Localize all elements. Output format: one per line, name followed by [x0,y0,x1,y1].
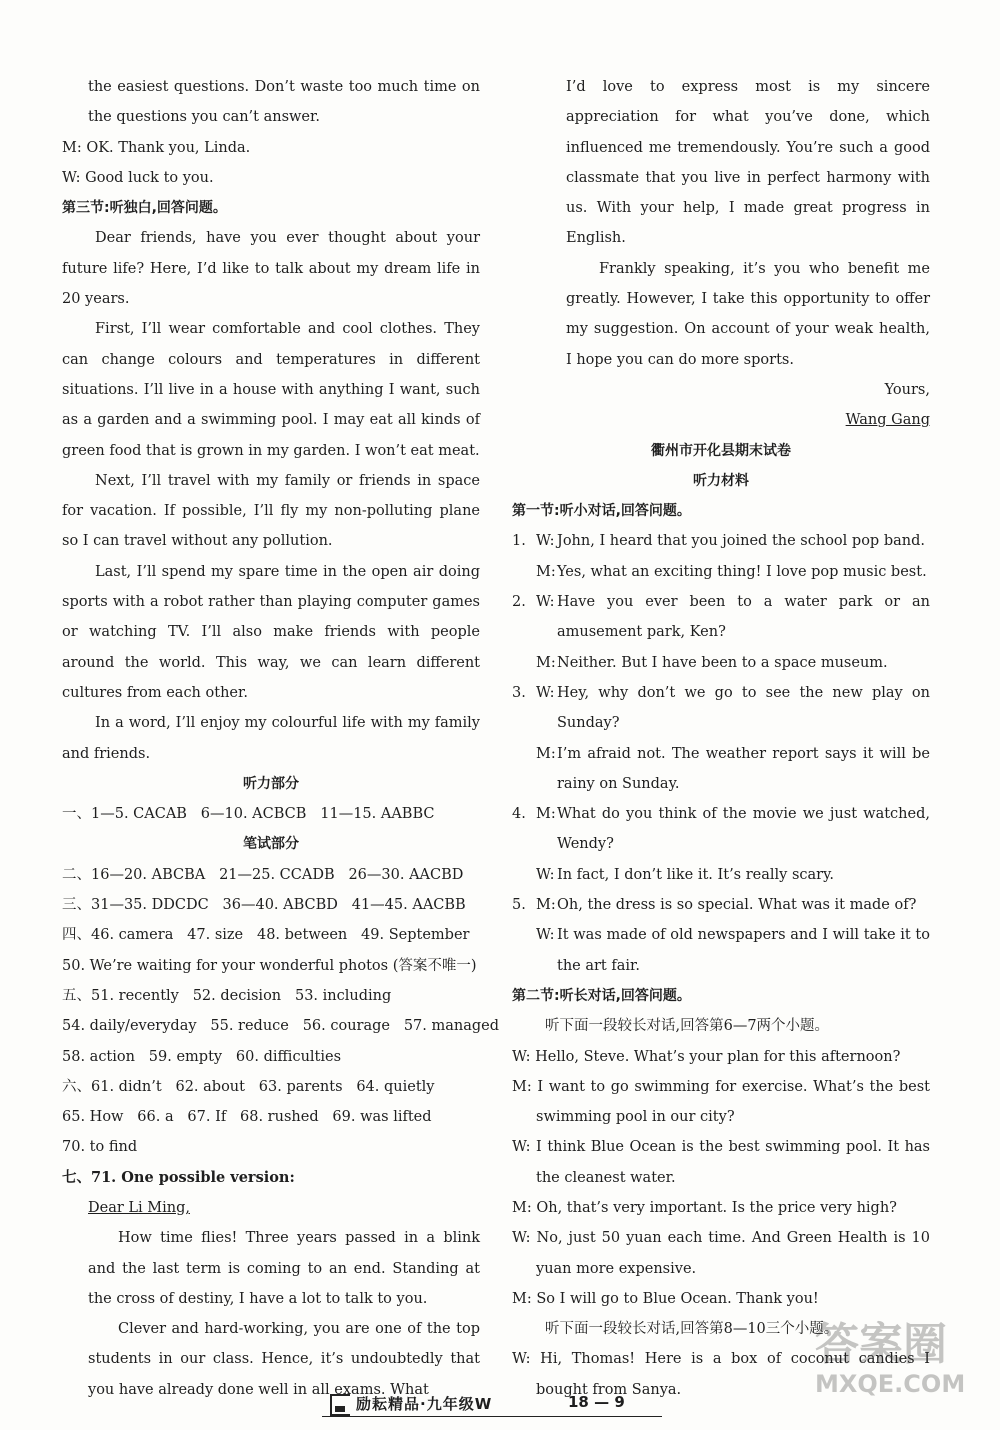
page-footer [322,1392,662,1417]
page-code: 18 — 9 [568,1393,625,1411]
listening-heading: 听力部分 [243,775,299,792]
answer-line: 70. to find [62,1139,138,1156]
answer-line: 三、31—35. DDCDC 36—40. ABCBD 41—45. AACBB [62,897,466,914]
answer-line: 四、46. camera 47. size 48. between 49. September [62,927,470,944]
answer-line: 50. We’re waiting for your wonderful photos (答案不唯一) [62,957,477,974]
intro-text: the easiest questions. Don’t waste too much time on the questions you can’t answer. [88,79,480,126]
exam-title: 衢州市开化县期末试卷 [651,442,791,459]
written-heading: 笔试部分 [243,836,299,853]
dialog-line: W: Hello, Steve. What’s your plan for this afternoon? [512,1048,901,1065]
listening-answers: 一、1—5. CACAB 6—10. ACBCB 11—15. AABBC [62,806,435,823]
answer-line: 六、61. didn’t 62. about 63. parents 64. quietly [62,1078,435,1095]
dialog-line: 2. W: Have you ever been to a water park or an amusement park, Ken? [512,594,930,641]
letter-cont: I’d love to express most is my sincere appreciation for what you’ve done, which influenced me tremendously. You’re such a good classmate that you live in perfect harmony with us. With your help, I made great progress in English. [566,79,930,247]
dialog-line: 5. M: Oh, the dress is so special. What was it made of? [512,897,917,914]
answer-line: 65. How 66. a 67. If 68. rushed 69. was lifted [62,1109,432,1126]
section2-title: 第二节:听长对话,回答问题。 [512,987,691,1004]
dialog-line: M: Yes, what an exciting thing! I love pop music best. [536,563,927,580]
monologue-para: In a word, I’ll enjoy my colourful life with my family and friends. [62,715,480,762]
letter-cont: Frankly speaking, it’s you who benefit me greatly. However, I take this opportunity to offer my suggestion. On account of your weak health, I hope you can do more sports. [566,260,930,368]
dialog-line: M: So I will go to Blue Ocean. Thank you! [512,1290,819,1307]
dialog-line: 1. W: John, I heard that you joined the school pop band. [512,533,925,550]
instruction-6-7: 听下面一段较长对话,回答第6—7两个小题。 [545,1018,830,1035]
dialog-line: M: I’m afraid not. The weather report says it will be rainy on Sunday. [536,745,930,792]
section1-title: 第一节:听小对话,回答问题。 [512,503,691,520]
answer-line: 二、16—20. ABCBA 21—25. CCADB 26—30. AACBD [62,866,464,883]
monologue-para: Next, I’ll travel with my family or friends in space for vacation. If possible, I’ll fly my non-polluting plane so I can travel without any pollution. [62,472,480,550]
watermark [815,1320,995,1420]
dialog-line: 3. W: Hey, why don’t we go to see the new play on Sunday? [512,684,930,732]
letter-closing: Yours, [884,381,930,398]
watermark-url: MXQE.COM [815,1370,966,1398]
brand-logo-icon [330,1394,350,1416]
dialog-line: M: Oh, that’s very important. Is the price very high? [512,1199,897,1216]
monologue-para: Dear friends, have you ever thought about your future life? Here, I’d like to talk about my dream life in 20 years. [62,230,480,308]
exam-subtitle: 听力材料 [693,472,749,489]
dialog-line: M: I want to go swimming for exercise. What’s the best swimming pool in our city? [512,1078,930,1126]
letter-signature: Wang Gang [845,412,930,429]
monologue-para: Last, I’ll spend my spare time in the open air doing sports with a robot rather than playing computer games or watching TV. I’ll also make friends with people around the world. This way, we can learn different cultures from each other. [62,563,480,701]
answer-line: 58. action 59. empty 60. difficulties [62,1048,342,1065]
short-dialogs [512,526,930,980]
footer-brand: 励耘精品·九年级W [356,1395,493,1413]
dialog-line: W: No, just 50 yuan each time. And Green Health is 10 yuan more expensive. [512,1230,930,1277]
dialog-line: M: OK. Thank you, Linda. [62,139,251,156]
dialog-line: 4. M: What do you think of the movie we just watched, Wendy? [512,806,930,853]
watermark-text: 答案圈 [815,1319,947,1370]
left-column [62,72,500,1405]
dialog-line: W: It was made of old newspapers and I will take it to the art fair. [536,927,930,974]
dialog-line: W: Good luck to you. [62,169,214,186]
dialog-line: W: I think Blue Ocean is the best swimming pool. It has the cleanest water. [512,1139,930,1186]
right-column [512,72,930,1405]
dialog-line: M: Neither. But I have been to a space museum. [536,654,888,671]
answer-line: 五、51. recently 52. decision 53. including [62,987,392,1004]
letter-greeting: Dear Li Ming, [88,1199,190,1216]
dialog-line: W: Hi, Thomas! Here is a box of coconut candies I bought from Sanya. [512,1351,930,1398]
dialog-line: W: In fact, I don’t like it. It’s really scary. [536,866,834,883]
letter-para: Clever and hard-working, you are one of the top students in our class. Hence, it’s undoubtedly that you have already done well in all exams. What [88,1321,480,1398]
q71-label: 七、71. One possible version: [62,1168,295,1186]
section3-title: 第三节:听独白,回答问题。 [62,200,227,217]
monologue-para: First, I’ll wear comfortable and cool clothes. They can change colours and temperatures in different situations. I’ll live in a house with anything I want, such as a garden and a swimming pool. I may eat all kinds of green food that is grown in my garden. I won’t eat meat. [62,321,480,459]
instruction-8-10: 听下面一段较长对话,回答第8—10三个小题。 [545,1321,839,1338]
answer-line: 54. daily/everyday 55. reduce 56. courage 57. managed [62,1018,500,1035]
letter-para: How time flies! Three years passed in a blink and the last term is coming to an end. Standing at the cross of destiny, I have a lot to talk to you. [88,1230,480,1307]
